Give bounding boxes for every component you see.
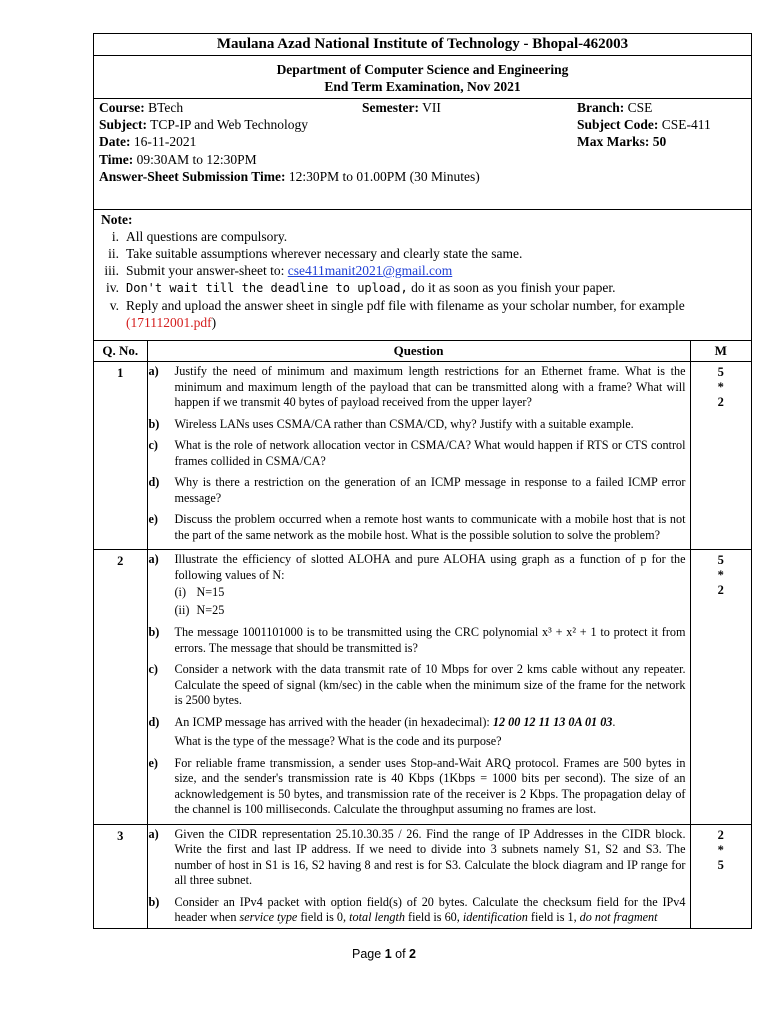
sub-item: (i) N=15 (174, 585, 225, 599)
notes-section (94, 210, 751, 341)
note-item: iii. Submit your answer-sheet to: cse411manit2021@gmail.com (104, 263, 453, 278)
table-row (94, 824, 751, 928)
question-number: 1 (94, 362, 147, 550)
submission-email-link[interactable]: cse411manit2021@gmail.com (287, 263, 453, 278)
questions-table (94, 341, 751, 928)
example-filename: 171112001.pdf (130, 315, 212, 330)
question-parts (147, 362, 690, 550)
question-part: a) Justify the need of minimum and maximum length restrictions for an Ethernet frame. What is the minimum and maximum length of the payload that can be transmitted along with a frame? What will happen if we transmit 40 bytes of payload received from the upper layer? (148, 364, 686, 409)
department-name: Department of Computer Science and Engineering (276, 62, 569, 77)
semester-line: Semester: VII (362, 100, 441, 115)
question-number: 2 (94, 550, 147, 825)
institute-title: Maulana Azad National Institute of Technology - Bhopal-462003 (94, 34, 751, 56)
question-part: b) The message 1001101000 is to be transmitted using the CRC polynomial x³ + x² + 1 to protect it from errors. The message that should be transmitted is? (148, 625, 686, 655)
table-header-row (94, 341, 751, 362)
table-row (94, 550, 751, 825)
question-part: b) Consider an IPv4 packet with option field(s) of 20 bytes. Calculate the checksum field for the IPv4 header when service type field is 0, total length field is 60, identification field is 1, do not fragment (148, 894, 686, 924)
question-part: c) Consider a network with the data transmit rate of 10 Mbps for over 2 kms cable without any repeater. Calculate the speed of signal (km/sec) in the cable when the minimum size of the frame for the network is 2500 bytes. (148, 662, 686, 707)
date-line: Date: 16-11-2021 (99, 134, 197, 149)
question-part: a) Given the CIDR representation 25.10.30.35 / 26. Find the range of IP Addresses in the CIDR block. Write the first and last IP address. If we need to divide into 3 subnets namely S1, S2 and S3. The number of host in S1 is 16, S2 having 8 and rest is for S3. Calculate the block diagram and IP range for all three subnet. (148, 826, 686, 887)
note-item: iv. Don't wait till the deadline to upload, do it as soon as you finish your paper. (106, 280, 616, 295)
time-line: Time: 09:30AM to 12:30PM (99, 152, 257, 167)
header-qno: Q. No. (94, 341, 147, 362)
question-part: c) What is the role of network allocation vector in CSMA/CA? What would happen if RTS or CTS control frames collided in CSMA/CA? (148, 438, 686, 468)
subject-code-line: Subject Code: CSE-411 (577, 117, 711, 132)
question-parts (147, 550, 690, 825)
question-parts (147, 824, 690, 928)
hex-header: 12 00 12 11 13 0A 01 03 (492, 714, 613, 729)
question-part: e) Discuss the problem occurred when a remote host wants to communicate with a mobile host that is not the part of the same network as the mobile host. What is the possible solution to solve the problem? (148, 512, 686, 542)
max-marks: Max Marks: 50 (577, 134, 667, 149)
branch-line: Branch: CSE (577, 100, 653, 115)
questions-area (94, 341, 751, 928)
question-part: e) For reliable frame transmission, a sender uses Stop-and-Wait ARQ protocol. Frames are 500 bytes in size, and the sender's transmission rate is 40 Kbps (1Kbps = 1000 bits per second). The size of an acknowledgement is 50 bytes, and transmission rate of the receiver is 2 Kbps. The propagation delay of the channel is 100 milliseconds. Calculate the throughput assuming no frames are lost. (148, 755, 686, 816)
question-marks: 5 * 2 (690, 550, 751, 825)
header-question: Question (147, 341, 690, 362)
note-item: i. All questions are compulsory. (111, 229, 288, 244)
question-part: d) Why is there a restriction on the generation of an ICMP message in response to a failed ICMP error message? (148, 475, 686, 505)
notes-heading: Note: (101, 212, 133, 227)
table-row (94, 362, 751, 550)
course-line: Course: BTech (99, 100, 184, 115)
subject-line: Subject: TCP-IP and Web Technology (99, 117, 308, 132)
submission-time-line: Answer-Sheet Submission Time: 12:30PM to 01.00PM (30 Minutes) (99, 169, 480, 184)
question-part: b) Wireless LANs uses CSMA/CA rather than CSMA/CD, why? Justify with a suitable example. (148, 416, 634, 431)
question-number: 3 (94, 824, 147, 928)
department-header (94, 56, 751, 99)
course-info (94, 99, 751, 210)
sub-item: (ii) N=25 (174, 603, 225, 617)
question-part: d) An ICMP message has arrived with the header (in hexadecimal): 12 00 12 11 13 0A 01 03. What is the type of the message? What is the code and its purpose? (148, 714, 616, 748)
exam-name: End Term Examination, Nov 2021 (324, 79, 521, 94)
note-item: ii. Take suitable assumptions wherever necessary and clearly state the same. (108, 246, 523, 261)
page-footer: Page 1 of 2 (352, 947, 416, 961)
question-marks: 2 * 5 (690, 824, 751, 928)
question-part: a) Illustrate the efficiency of slotted ALOHA and pure ALOHA using graph as a function of p for the following values of N: (i) N=15 (ii) N=25 (148, 552, 686, 617)
note-item-continued: (171112001.pdf) (126, 315, 217, 330)
header-marks: M (690, 341, 751, 362)
question-marks: 5 * 2 (690, 362, 751, 550)
exam-sheet (93, 33, 752, 929)
note-item: v. Reply and upload the answer sheet in single pdf file with filename as your scholar number, for example (109, 298, 685, 313)
